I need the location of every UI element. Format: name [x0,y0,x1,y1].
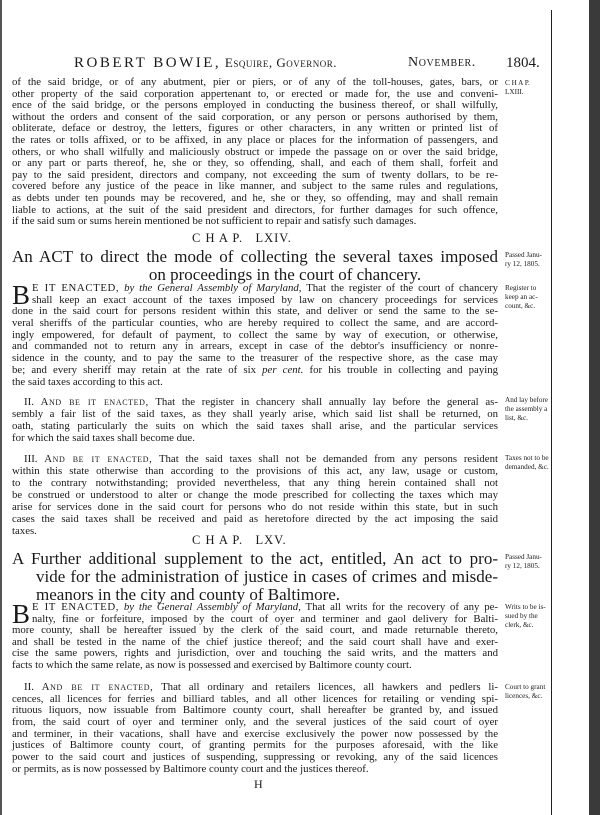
act-title: A Further additional supplement to the act, entitled, An act to pro- [12,549,498,568]
text-line: veral sheriffs of the particular counties, who are hereby required to collect the same, and are accord- [12,317,498,330]
text-line: cences, all licences for ferries and billiard tables, and all other licences for retailing or vending spi- [12,692,498,705]
margin-note-line: clerk, &c. [505,620,534,629]
scan-left-edge [0,0,2,815]
margin-note-line: C H A P. [505,79,530,87]
text-line: sembly a fair list of the said taxes, as they shall yearly arise, which said list shall be returned, on [12,408,498,420]
enacting-authority: by the General Assembly of Maryland, [124,282,302,294]
section-paragraph [12,453,498,537]
act-title: An ACT to direct the mode of collecting the several taxes imposed [12,247,498,266]
enacting-paragraph [12,280,499,388]
running-head-name: ROBERT BOWIE, [74,55,222,71]
margin-note-line: the assembly a [505,404,548,413]
text-line [12,682,498,694]
text-line: within this state otherwise than according to the provisions of this act, any law, usage or custom, [12,465,498,477]
text-line: liable to actions, at the suit of the said president and directors, for further damages for such offence, [12,203,498,216]
text-segment: That the said taxes shall not be demanded from any persons resident [158,453,499,465]
margin-note-line: Court to grant [505,683,546,691]
signature-mark: H [254,777,263,791]
text-segment: That the register in chancery shall annually lay before the general as- [155,396,498,408]
text-line: pay to the said president, directors and company, not exceeding the sum of twenty dollars, to be re- [12,168,498,181]
margin-note-line: And lay before [505,396,549,404]
margin-note-line: ry 12, 1805. [505,259,540,268]
text-line: without the orders and consent of the said corporation, or any person or persons authorised by them, [12,110,498,123]
scan-right-edge [589,0,600,815]
running-head-year: 1804. [506,55,540,71]
margin-note [505,284,563,310]
enacting-clause: E IT ENACTED, [32,601,120,613]
text-line: the said taxes according to this act. [12,375,163,388]
text-line: taxes. [12,525,37,537]
text-line: and shall be tested in the name of the chief justice thereof; and the said court shall have and exer- [12,635,498,648]
margin-note [505,683,563,701]
section-paragraph [12,396,498,444]
text-line: of the said bridge, or of any abutment, pier or piers, or of any of the toll-houses, gates, bars, or [12,76,498,88]
enacting-clause: And be it enacted, [44,453,153,465]
margin-note-line: count, &c. [505,301,536,310]
running-head [74,55,337,72]
text-line: the rates or tolls affixed, or to be affixed, in any place or places for the information of passengers, and [12,133,498,146]
text-line [12,283,498,295]
margin-note-line: keep an ac- [505,292,538,301]
paragraph [12,77,498,228]
text-line: obliterate, deface or destroy, the letters, figures or other characters, in any written or printed list of [12,122,498,135]
running-head-governor: Governor. [276,55,337,70]
act-title: vide for the administration of justice in cases of crimes and misde- [36,567,498,586]
text-line: and terminer, in their vacations, shall have and exercise exclusively the power now possessed by the [12,727,498,740]
drop-cap: B [12,599,31,629]
text-line: facts to which the same relate, as now is possessed and exercised by Baltimore county court. [12,658,412,671]
margin-note-line: sued by the [505,611,538,620]
margin-note-line: list, &c. [505,413,528,422]
text-line: sidence in the county, and to pay the same to the treasurer of the respective shore, as the case may [12,352,498,365]
margin-note-line: Passed Janu- [505,553,542,561]
text-line: or any part or parts thereof, he, she or they, so offending, shall, and each of them shall, forfeit and [12,157,498,170]
margin-note-line: LXIII. [505,87,524,96]
text-line [12,602,498,614]
text-line [12,365,498,377]
text-line: ence of the said bridge, or the persons employed in conducting the business thereof, or shall wilfully, [12,99,498,112]
text-line: and commanded not to return any in arrears, except in case of the debtor's insufficiency or nonre- [12,340,498,353]
act-title: on proceedings in the court of chancery. [148,265,422,284]
text-line: rituous liquors, now issuable from Baltimore county court, shall hereafter be granted by, and issued [12,704,498,717]
margin-note-line: Taxes not to be [505,454,549,462]
drop-cap: B [12,280,31,310]
text-line: be construed or understood to alter or change the mode prescribed for collecting the taxes which may [12,489,498,501]
text-segment: That all writs for the recovery of any pe- [305,601,498,613]
act-title: meanors in the city and county of Baltimore. [36,585,341,604]
margin-note-line: Writs to be is- [505,603,546,611]
chapter-heading: C H A P. LXIV. [192,231,292,245]
text-segment: That all ordinary and retailers licences, all hawkers and pedlers li- [161,681,498,693]
section-paragraph [12,682,498,776]
chapter-heading: C H A P. LXV. [192,533,287,547]
margin-note [505,454,563,472]
margin-note-line: ry 12, 1805. [505,561,540,570]
enacting-authority: by the General Assembly of Maryland, [123,601,301,613]
text-line: ingly empowered, for default of payment, to collect the same by way of execution, or otherwise, [12,328,498,341]
text-line: shall keep an exact account of the taxes imposed by law on chancery proceedings for services [32,293,498,306]
section-number: II. [24,396,34,408]
margin-note [505,553,563,571]
text-line: more county, shall be hereafter issued by the clerk of the said court, and made returnable thereto, [12,624,498,636]
text-line: justices of Baltimore county court, of granting permits for the purposes aforesaid, with the like [12,739,498,752]
enacting-paragraph [12,599,498,671]
text-line: covered before any justice of the peace in like manner, and subject to the same rules and regulations, [12,180,498,193]
text-line [12,453,498,465]
text-segment: for his trouble in collecting and paying [309,363,499,376]
enacting-clause: E IT ENACTED, [32,282,120,294]
text-line: other property of the said corporation appertenant to, or erected or made for, the use and conveni- [12,87,498,100]
margin-note [505,603,563,629]
enacting-clause: And be it enacted, [40,396,149,408]
text-line: as debts under ten pounds may be recovered, and he, she or they, so offending, may and shall remain [12,191,498,204]
text-line: oath, stating particularly the suits on which the said taxes shall arise, and the particular services [12,420,498,432]
margin-note [505,79,563,97]
text-line: cases the said taxes shall be received and paid as heretofore directed by the act imposing the said [12,513,498,525]
margin-note [505,251,563,269]
text-line: others, or who shall wilfully and maliciously obstruct or impede the passage on or over the said bridge, [12,145,498,158]
section-number: II. [24,681,34,693]
margin-note-line: demanded, &c. [505,462,549,471]
text-line [12,396,498,408]
running-head-month: November. [408,55,476,70]
text-line: from, the said court of oyer and terminer only, and the several justices of the said court of oyer [12,716,498,729]
text-segment: That the register of the court of chancery [306,282,498,294]
text-line: nalty, fine or forfeiture, imposed by the court of oyer and terminer and gaol delivery for Balti- [32,612,498,625]
text-line: if the said sum or sums herein mentioned be not sufficient to repair and satisfy such damages. [12,215,417,228]
margin-note-line: Register to [505,284,537,292]
text-segment: per cent. [262,363,304,376]
text-segment: be; and every sheriff may retain at the rate of six [12,363,256,376]
running-head-esquire: Esquire, [224,55,273,70]
margin-note [505,396,563,422]
section-number: III. [24,453,38,465]
text-line: cise the same powers, rights and jurisdiction, over and touching the said writs, and the matters and [12,647,498,659]
text-line: power to the said court and justices of suspending, suppressing or revoking, any of the said licences [12,751,498,764]
text-line: arise for services done in the said court for persons who do not reside within this state, but in such [12,501,498,513]
text-line: for which the said taxes shall become due. [12,432,195,444]
text-line: done in the said court for persons resident within this state, and deliver or send the same to the se- [12,305,498,318]
margin-note-line: licences, &c. [505,691,543,700]
text-line: to the contrary notwithstanding; provided nevertheless, that any thing herein contained shall not [12,477,498,489]
margin-note-line: Passed Janu- [505,251,542,259]
text-line: or permits, as is now possessed by Baltimore county court and the justices thereof. [12,762,369,775]
enacting-clause: And be it enacted, [41,681,154,693]
